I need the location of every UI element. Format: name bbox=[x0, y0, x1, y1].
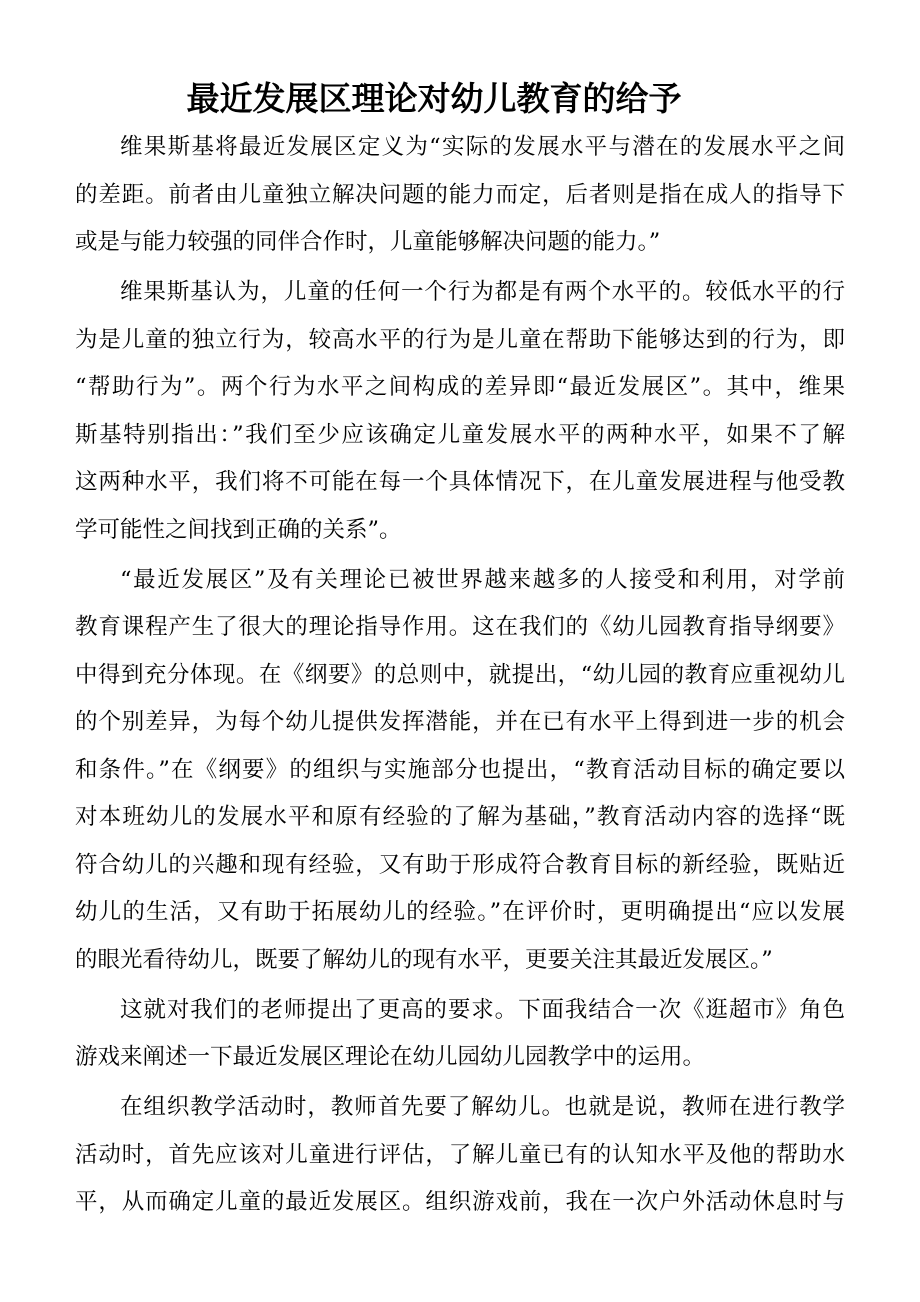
paragraph-4 bbox=[75, 987, 845, 1082]
text-line: “帮助行为”。两个行为水平之间构成的差异即“最近发展区”。其中，维果 bbox=[75, 374, 845, 400]
text-line: 学可能性之间找到正确的关系”。 bbox=[75, 516, 402, 543]
paragraph-1 bbox=[75, 124, 845, 267]
text-line: 游戏来阐述一下最近发展区理论在幼儿园幼儿园教学中的运用。 bbox=[75, 1044, 706, 1070]
paragraph-5 bbox=[75, 1084, 845, 1227]
text-line: 活动时，首先应该对儿童进行评估，了解儿童已有的认知水平及他的帮助水 bbox=[75, 1141, 845, 1168]
text-line: 为是儿童的独立行为，较高水平的行为是儿童在帮助下能够达到的行为，即 bbox=[75, 326, 845, 353]
text-line: 和条件。”在《纲要》的组织与实施部分也提出，“教育活动目标的确定要以 bbox=[75, 756, 845, 783]
paragraph-3 bbox=[75, 557, 845, 985]
text-line: 中得到充分体现。在《纲要》的总则中，就提出，“幼儿园的教育应重视幼儿 bbox=[75, 661, 845, 688]
paragraph-2 bbox=[75, 269, 845, 554]
text-line: 符合幼儿的兴趣和现有经验，又有助于形成符合教育目标的新经验，既贴近 bbox=[75, 851, 845, 878]
text-line: “最近发展区”及有关理论已被世界越来越多的人接受和利用，对学前 bbox=[120, 566, 845, 593]
text-line: 或是与能力较强的同伴合作时，儿童能够解决问题的能力。” bbox=[75, 229, 661, 255]
text-line: 的差距。前者由儿童独立解决问题的能力而定，后者则是指在成人的指导下 bbox=[75, 181, 845, 208]
text-line: 平，从而确定儿童的最近发展区。组织游戏前，我在一次户外活动休息时与 bbox=[75, 1189, 845, 1215]
text-line: 幼儿的生活，又有助于拓展幼儿的经验。”在评价时，更明确提出“应以发展 bbox=[75, 899, 845, 925]
text-line: 维果斯基将最近发展区定义为“实际的发展水平与潜在的发展水平之间 bbox=[120, 134, 845, 160]
text-line: 斯基特别指出：”我们至少应该确定儿童发展水平的两种水平，如果不了解 bbox=[75, 421, 845, 448]
document-body bbox=[75, 124, 845, 1227]
text-line: 教育课程产生了很大的理论指导作用。这在我们的《幼儿园教育指导纲要》 bbox=[75, 614, 845, 640]
text-line: 这就对我们的老师提出了更高的要求。下面我结合一次《逛超市》角色 bbox=[120, 996, 845, 1023]
text-line: 的眼光看待幼儿，既要了解幼儿的现有水平，更要关注其最近发展区。” bbox=[75, 946, 773, 973]
document-title: 最近发展区理论对幼儿教育的给予 bbox=[186, 79, 682, 118]
text-line: 这两种水平，我们将不可能在每一个具体情况下，在儿童发展进程与他受教 bbox=[75, 469, 845, 495]
text-line: 的个别差异，为每个幼儿提供发挥潜能，并在已有水平上得到进一步的机会 bbox=[75, 709, 845, 735]
text-line: 在组织教学活动时，教师首先要了解幼儿。也就是说，教师在进行教学 bbox=[120, 1094, 845, 1120]
text-line: 对本班幼儿的发展水平和原有经验的了解为基础，”教育活动内容的选择“既 bbox=[75, 804, 845, 830]
text-line: 维果斯基认为，儿童的任何一个行为都是有两个水平的。较低水平的行 bbox=[120, 279, 845, 305]
